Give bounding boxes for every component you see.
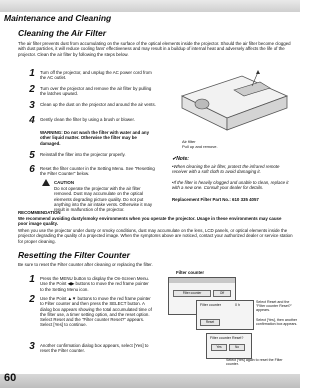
step-number: 3 [29,341,35,352]
step-number: 2 [29,84,35,95]
note-title: ✔Note: [172,156,189,162]
step-number: 1 [29,68,35,79]
step-number: 3 [29,100,35,111]
warning-text: WARNING: Do not wash the filter with water and any other liquid matter. Otherwise the filter may be damaged. [40,130,150,146]
image-caption: Pull up and remove. [182,144,218,149]
replacement-part: Replacement Filter Part No.: 610 335 4057 [172,197,259,202]
step-number: 6 [29,164,35,175]
confirm-dialog [206,333,252,359]
step-text: Press the MENU button to display the On-Screen Menu. Use the Point ◀▶ buttons to move the red frame pointer to the Setting Menu icon. [40,276,150,292]
image-caption: Air filter [182,139,196,144]
top-band [0,0,300,12]
section-title-cleaning: Cleaning the Air Filter [18,28,107,38]
step-text: Another confirmation dialog box appears, select [Yes] to reset the Filter counter. [40,343,149,354]
step-text: Reinstall the filter into the projector properly. [40,152,126,157]
step-text: Clean up the dust on the projector and around the air vents. [40,102,156,107]
callout-text: Select [Yes] again to reset the Filter counter. [226,358,283,367]
dialog-hours: 0 h [235,303,240,307]
caution-title: CAUTION [54,180,75,185]
cleaning-intro: The air filter prevents dust from accumulating on the surface of the optical elements inside the projector. Should the air filter become clogged with dust particles, it will reduce cooling fans' effectiveness and may result in a buildup of internal heat and adversely affects the life of the projector. Clean the air filter by following the steps below. [18,41,291,57]
osd-menu-bar [169,278,235,283]
menu-row-filter-counter[interactable]: Filter counter [173,290,211,297]
note-item: •If the filter is heavily clogged and unable to clean, replace it with a new one. Consult your dealer for details. [172,180,289,191]
recommendation-text: When you use the projector under dusty or smoky conditions, dust may accumulate on the lens, LCD panels, or optical elements inside the projector degrading the quality of a projected image. When the symptoms above are noticed, contact your authorized dealer or service station for proper cleaning. [18,228,293,244]
callout-text: Select [Yes], then another confirmation box appears. [256,318,298,327]
step-number: 5 [29,150,35,161]
recommendation-bold: We recommend avoiding dusty/smoky environments when you operate the projector. Usage in these environments may cause poor image quality. [18,216,282,227]
reset-button[interactable]: Reset [200,319,220,326]
dialog-title: Filter counter [200,303,221,307]
step-number: 1 [29,274,35,285]
step-number: 2 [29,294,35,305]
step-text: Reset the filter counter in the Setting Menu. See "Resetting the Filter Counter" below. [40,166,155,177]
diagram-label: Filter counter [176,270,205,275]
footer-band [0,374,300,388]
section-title-reset: Resetting the Filter Counter [18,250,130,260]
yes-button[interactable]: Yes [211,344,227,351]
step-text: Gently clean the filter by using a brush or blower. [40,117,135,122]
no-button[interactable]: No [229,344,245,351]
filter-dialog [196,300,254,330]
callout-text: Select Reset and the "Filter counter Reset?" appears. [256,300,292,313]
page-number: 60 [4,372,17,384]
step-number: 4 [29,115,35,126]
step-text: Use the Point ▲▼ buttons to move the red frame pointer to Filter counter and then press the SELECT button. A dialog box appears showing the total accumulated time of the filter use, a timer setting option, and the reset option. Select Reset and the "Filter counter Reset?" appears. Select [Yes] to continue. [40,296,152,328]
recommendation-title: RECOMMENDATION [18,210,61,215]
warning-triangle-icon [42,179,50,186]
menu-row-value: Off [213,290,231,297]
caution-text: Do not operate the projector with the air filter removed. Dust may accumulate on the optical elements degrading picture quality. Do not put anything into the air intake vents. Otherwise it may result in malfunction of the projector. [54,186,153,213]
step-text: Turn over the projector and remove the air filter by pulling the latches upward. [40,86,152,97]
note-item: •When cleaning the air filter, protect the infrared remote receiver with a soft cloth to avoid damaging it. [172,164,280,175]
confirm-question: Filter counter Reset? [210,336,244,340]
step-text: Turn off the projector, and unplug the AC power cord from the AC outlet. [40,70,152,81]
reset-intro: Be sure to reset the Filter counter after cleaning or replacing the filter. [18,262,153,267]
page-header: Maintenance and Cleaning [4,13,112,23]
projector-illustration [172,66,292,138]
